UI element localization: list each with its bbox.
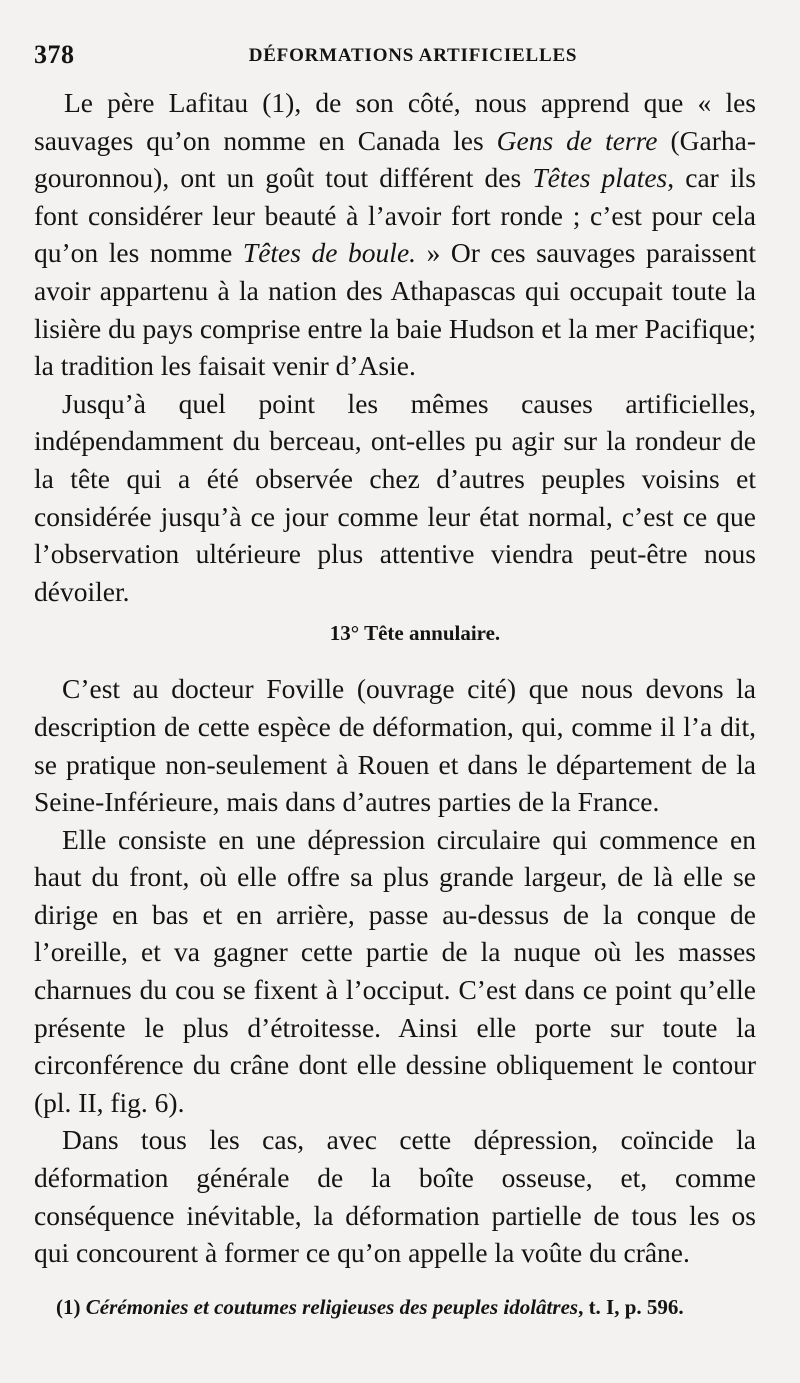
footnote-marker: (1) <box>56 1295 86 1319</box>
paragraph-lafitau: Le père Lafitau (1), de son côté, nous apprend que « les sauvages qu’on nomme en Canada les Gens de terre (Garha-gouronnou), ont un goût tout différent des Têtes plates, car ils font considérer leur beauté à l’avoir fort ronde ; c’est pour cela qu’on les nomme Têtes de boule. » Or ces sauvages paraissent avoir appartenu à la nation des Athapascas qui occupait toute la lisière du pays comprise entre la baie Hudson et la mer Pacifique; la tradition les faisait venir d’Asie. <box>34 87 756 382</box>
running-head: DÉFORMATIONS ARTIFICIELLES <box>248 45 578 66</box>
page-header <box>34 40 752 76</box>
paragraph-deformation-generale: Dans tous les cas, avec cette dépression, coïncide la déformation générale de la boîte osseuse, et, comme conséquence inévitable, la déformation partielle de tous les os qui concourent à former ce qu’on appelle la voûte du crâne. <box>34 1124 756 1269</box>
paragraph-foville: C’est au docteur Foville (ouvrage cité) que nous devons la description de cette espèce de déformation, qui, comme il l’a dit, se pratique non-seulement à Rouen et dans le département de la Seine-Inférieure, mais dans d’autres parties de la France. <box>34 673 756 818</box>
footnote-ref: , t. I, p. 596. <box>578 1295 684 1319</box>
body-text <box>34 84 756 1272</box>
italic-tetes-plates: Têtes plates <box>532 162 668 194</box>
section-heading: 13° Tête annulaire. <box>329 621 501 646</box>
paragraph-depression-circulaire: Elle consiste en une dépression circulaire qui commence en haut du front, où elle offre sa plus grande largeur, de là elle se dirige en bas et en arrière, passe au-dessus de la conque de l’oreille, et va gagner cette partie de la nuque où les masses charnues du cou se fixent à l’occiput. C’est dans ce point qu’elle présente le plus d’étroitesse. Ainsi elle porte sur toute la circonférence du crâne dont elle dessine obliquement le contour (pl. II, fig. 6). <box>34 823 756 1118</box>
italic-tetes-de-boule: Têtes de boule. <box>242 237 417 269</box>
footnote <box>34 1292 756 1322</box>
paragraph-causes-artificielles: Jusqu’à quel point les mêmes causes artificielles, indépendamment du berceau, ont-elles pu agir sur la rondeur de la tête qui a été observée chez d’autres peuples voisins et considérée jusqu’à ce jour comme leur état normal, c’est ce que l’observation ultérieure plus attentive viendra peut-être nous dévoiler. <box>34 387 756 607</box>
footnote-title: Cérémonies et coutumes religieuses des peuples idolâtres <box>85 1295 579 1319</box>
italic-gens-de-terre: Gens de terre <box>496 124 658 156</box>
page-number: 378 <box>34 40 75 69</box>
